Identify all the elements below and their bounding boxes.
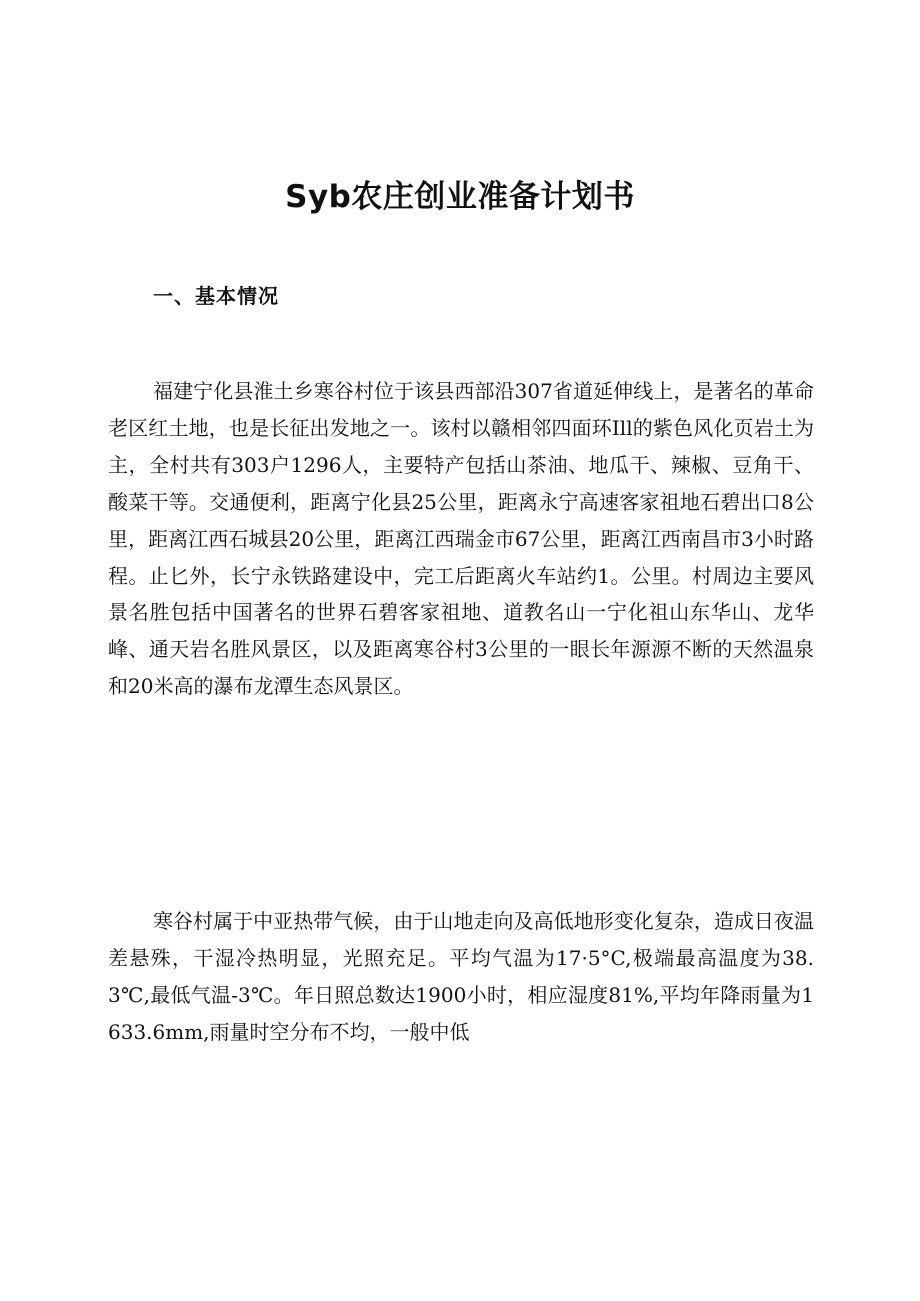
document-title: Syb农庄创业准备计划书 <box>285 179 635 215</box>
section-heading-basic-info: 一、基本情况 <box>153 284 279 308</box>
paragraph-location: 福建宁化县淮土乡寒谷村位于该县西部沿307省道延伸线上，是著名的革命老区红土地，也是长征出发地之一。该村以赣相邻四面环Ill的紫色风化页岩土为主，全村共有303户1296人，主要特产包括山茶油、地瓜干、辣椒、豆角干、酸菜干等。交通便利，距离宁化县25公里，距离永宁高速客家祖地石碧出口8公里，距离江西石城县20公里，距离江西瑞金市67公里，距离江西南昌市3小时路程。止匕外，长宁永铁路建设中，完工后距离火车站约1。公里。村周边主要风景名胜包括中国著名的世界石碧客家祖地、道教名山一宁化祖山东华山、龙华峰、通天岩名胜风景区，以及距离寒谷村3公里的一眼长年源源不断的天然温泉和20米高的瀑布龙潭生态风景区。 <box>108 379 814 699</box>
paragraph-climate: 寒谷村属于中亚热带气候，由于山地走向及高低地形变化复杂，造成日夜温差悬殊，干湿冷热明显，光照充足。平均气温为17·5°C,极端最高温度为38.3℃,最低气温-3℃。年日照总数达1900小时，相应湿度81%,平均年降雨量为1633.6mm,雨量时空分布不均，一般中低 <box>108 909 814 1044</box>
